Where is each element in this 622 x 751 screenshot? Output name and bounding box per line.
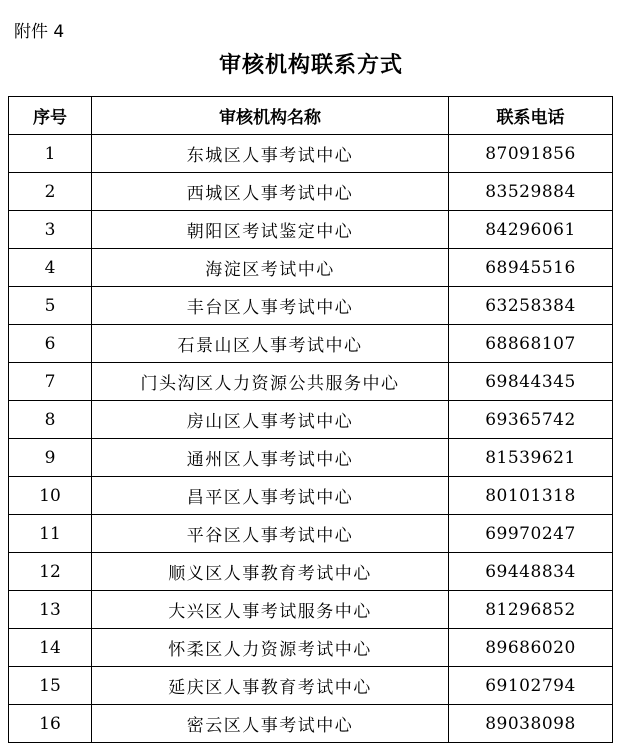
table-row — [9, 667, 613, 705]
table-row — [9, 591, 613, 629]
cell-phone: 68945516 — [449, 249, 613, 287]
cell-name: 密云区人事考试中心 — [92, 705, 449, 743]
cell-name: 朝阳区考试鉴定中心 — [92, 211, 449, 249]
cell-phone: 81539621 — [449, 439, 613, 477]
table-row — [9, 135, 613, 173]
table-row — [9, 705, 613, 743]
cell-name: 怀柔区人力资源考试中心 — [92, 629, 449, 667]
cell-phone: 69970247 — [449, 515, 613, 553]
cell-phone: 63258384 — [449, 287, 613, 325]
attachment-label: 附件 4 — [14, 22, 65, 42]
cell-index: 5 — [9, 287, 92, 325]
table-body — [9, 135, 613, 743]
cell-name: 延庆区人事教育考试中心 — [92, 667, 449, 705]
cell-phone: 69844345 — [449, 363, 613, 401]
cell-phone: 69102794 — [449, 667, 613, 705]
cell-name: 丰台区人事考试中心 — [92, 287, 449, 325]
cell-name: 大兴区人事考试服务中心 — [92, 591, 449, 629]
table-row — [9, 173, 613, 211]
table-row — [9, 211, 613, 249]
cell-index: 4 — [9, 249, 92, 287]
cell-name: 平谷区人事考试中心 — [92, 515, 449, 553]
cell-index: 1 — [9, 135, 92, 173]
cell-phone: 89686020 — [449, 629, 613, 667]
cell-phone: 87091856 — [449, 135, 613, 173]
cell-phone: 69448834 — [449, 553, 613, 591]
table-row — [9, 477, 613, 515]
header-index: 序号 — [9, 97, 92, 135]
cell-phone: 68868107 — [449, 325, 613, 363]
cell-phone: 80101318 — [449, 477, 613, 515]
cell-name: 西城区人事考试中心 — [92, 173, 449, 211]
table-header-row — [9, 97, 613, 135]
cell-name: 房山区人事考试中心 — [92, 401, 449, 439]
page-title: 审核机构联系方式 — [218, 52, 403, 78]
table-row — [9, 439, 613, 477]
cell-phone: 84296061 — [449, 211, 613, 249]
cell-phone: 83529884 — [449, 173, 613, 211]
cell-name: 海淀区考试中心 — [92, 249, 449, 287]
cell-index: 11 — [9, 515, 92, 553]
header-phone: 联系电话 — [449, 97, 613, 135]
table-row — [9, 363, 613, 401]
cell-name: 昌平区人事考试中心 — [92, 477, 449, 515]
cell-index: 13 — [9, 591, 92, 629]
cell-index: 3 — [9, 211, 92, 249]
table-row — [9, 325, 613, 363]
cell-index: 10 — [9, 477, 92, 515]
cell-index: 12 — [9, 553, 92, 591]
cell-phone: 89038098 — [449, 705, 613, 743]
table-row — [9, 629, 613, 667]
cell-index: 7 — [9, 363, 92, 401]
cell-phone: 81296852 — [449, 591, 613, 629]
cell-index: 15 — [9, 667, 92, 705]
cell-name: 石景山区人事考试中心 — [92, 325, 449, 363]
contact-table — [8, 96, 613, 743]
table-row — [9, 553, 613, 591]
cell-index: 9 — [9, 439, 92, 477]
cell-phone: 69365742 — [449, 401, 613, 439]
cell-name: 通州区人事考试中心 — [92, 439, 449, 477]
header-name: 审核机构名称 — [92, 97, 449, 135]
cell-index: 14 — [9, 629, 92, 667]
cell-index: 6 — [9, 325, 92, 363]
cell-index: 2 — [9, 173, 92, 211]
table-row — [9, 515, 613, 553]
table-row — [9, 287, 613, 325]
table-row — [9, 401, 613, 439]
table-row — [9, 249, 613, 287]
cell-index: 8 — [9, 401, 92, 439]
cell-name: 顺义区人事教育考试中心 — [92, 553, 449, 591]
cell-name: 东城区人事考试中心 — [92, 135, 449, 173]
cell-name: 门头沟区人力资源公共服务中心 — [92, 363, 449, 401]
cell-index: 16 — [9, 705, 92, 743]
